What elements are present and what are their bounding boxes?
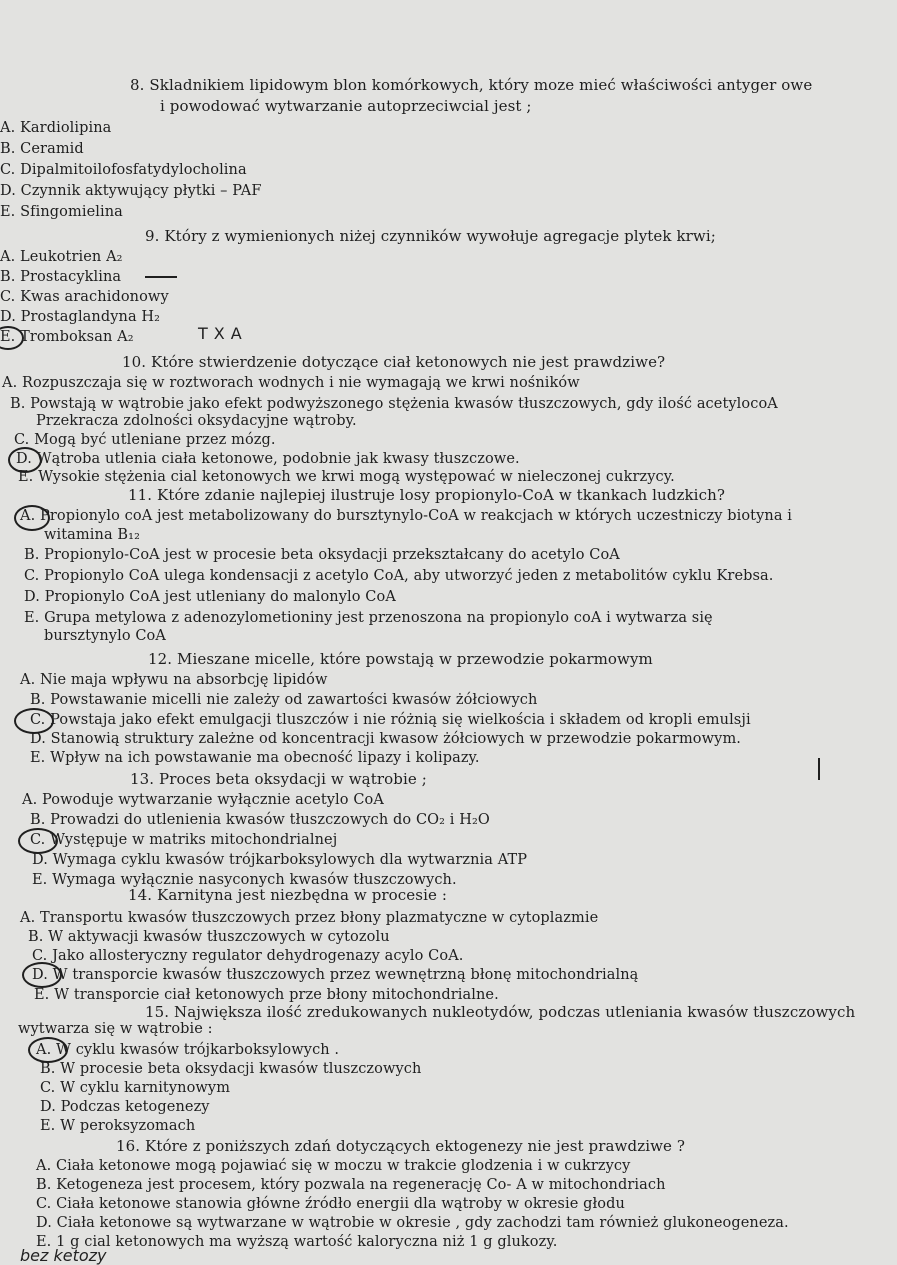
q15-option-e: E. W peroksyzomach	[40, 1118, 196, 1134]
q13-option-a: A. Powoduje wytwarzanie wyłącznie acetylo CoA	[22, 792, 384, 808]
q16-option-b: B. Ketogeneza jest procesem, który pozwala na regenerację Co- A w mitochondriach	[36, 1177, 666, 1193]
q15-option-b: B. W procesie beta oksydacji kwasów tluszczowych	[40, 1061, 422, 1077]
handwritten-note: bez ketozy	[20, 1246, 107, 1265]
q10-option-e: E. Wysokie stężenia cial ketonowych we krwi mogą występować w nieleczonej cukrzycy.	[18, 469, 675, 485]
q10-option-a: A. Rozpuszczaja się w roztworach wodnych i nie wymagają we krwi nośników	[2, 375, 580, 391]
q10-option-b-line2: Przekracza zdolności oksydacyjne wątroby.	[36, 413, 357, 429]
pen-tick-mark	[818, 758, 820, 780]
q16-option-d: D. Ciała ketonowe są wytwarzane w wątrobie w okresie , gdy zachodzi tam również glukoneogeneza.	[36, 1215, 789, 1231]
q10-option-b-line1: B. Powstają w wątrobie jako efekt podwyższonego stężenia kwasów tłuszczowych, gdy ilość acetylocoA	[10, 396, 778, 412]
q14-option-d: D. W transporcie kwasów tłuszczowych przez wewnętrzną błonę mitochondrialną	[32, 967, 639, 983]
q16-stem: 16. Które z poniższych zdań dotyczących ektogenezy nie jest prawdziwe ?	[116, 1137, 686, 1155]
q15-stem-line1: 15. Największa ilość zredukowanych nukleotydów, podczas utleniania kwasów tłuszczowych	[145, 1003, 856, 1021]
q11-option-b: B. Propionylo-CoA jest w procesie beta oksydacji przekształcany do acetylo CoA	[24, 547, 620, 563]
q13-option-e: E. Wymaga wyłącznie nasyconych kwasów tłuszczowych.	[32, 872, 457, 888]
q8-option-c: C. Dipalmitoilofosfatydylocholina	[0, 162, 247, 178]
q14-option-a: A. Transportu kwasów tłuszczowych przez błony plazmatyczne w cytoplazmie	[20, 910, 599, 926]
q8-option-a: A. Kardiolipina	[0, 120, 112, 136]
q13-option-d: D. Wymaga cyklu kwasów trójkarboksylowych dla wytwarznia ATP	[32, 852, 528, 868]
q12-option-a: A. Nie maja wpływu na absorbcję lipidów	[20, 672, 328, 688]
q12-option-c: C. Powstaja jako efekt emulgacji tluszczów i nie różnią się wielkościa i składem od kropli emulsji	[30, 712, 751, 728]
q8-stem-line2: i powodować wytwarzanie autoprzeciwcial jest ;	[160, 97, 532, 115]
q8-stem-line1: 8. Skladnikiem lipidowym blon komórkowych, który moze mieć właściwości antyger owe	[130, 76, 813, 94]
q11-option-d: D. Propionylo CoA jest utleniany do malonylo CoA	[24, 589, 396, 605]
q12-stem: 12. Mieszane micelle, które powstają w przewodzie pokarmowym	[148, 650, 653, 668]
q15-stem-line2: wytwarza się w wątrobie :	[18, 1021, 213, 1037]
answer-circle-q14	[22, 962, 62, 988]
q8-option-e: E. Sfingomielina	[0, 204, 123, 220]
q11-stem: 11. Które zdanie najlepiej ilustruje losy propionylo-CoA w tkankach ludzkich?	[128, 486, 725, 504]
q10-option-d: D. Wątroba utlenia ciała ketonowe, podobnie jak kwasy tłuszczowe.	[16, 451, 520, 467]
q9-option-a: A. Leukotrien A₂	[0, 249, 123, 265]
q16-option-c: C. Ciała ketonowe stanowia główne źródło energii dla wątroby w okresie głodu	[36, 1196, 625, 1212]
q9-stem: 9. Który z wymienionych niżej czynników wywołuje agregacje plytek krwi;	[145, 227, 716, 245]
answer-circle-q15	[28, 1037, 68, 1063]
answer-circle-q9	[0, 326, 24, 350]
q11-option-c: C. Propionylo CoA ulega kondensacji z acetylo CoA, aby utworzyć jeden z metabolitów cyklu Krebsa.	[24, 568, 774, 584]
q11-option-a-line2: witamina B₁₂	[44, 527, 140, 543]
q13-option-c: C. Występuje w matriks mitochondrialnej	[30, 832, 338, 848]
q12-option-b: B. Powstawanie micelli nie zależy od zawartości kwasów żółciowych	[30, 692, 538, 708]
q11-option-e-line1: E. Grupa metylowa z adenozylometioniny jest przenoszona na propionylo coA i wytwarza się	[24, 610, 713, 626]
q12-option-e: E. Wpływ na ich powstawanie ma obecność lipazy i kolipazy.	[30, 750, 480, 766]
pen-strike-mark	[145, 276, 177, 278]
q8-option-b: B. Ceramid	[0, 141, 84, 157]
answer-circle-q13	[18, 828, 58, 854]
q14-option-c: C. Jako allosteryczny regulator dehydrogenazy acylo CoA.	[32, 948, 464, 964]
q13-option-b: B. Prowadzi do utlenienia kwasów tłuszczowych do CO₂ i H₂O	[30, 812, 490, 828]
q13-stem: 13. Proces beta oksydacji w wątrobie ;	[130, 770, 427, 788]
q11-option-a-line1: A. Propionylo coA jest metabolizowany do bursztynylo-CoA w reakcjach w których uczestniczy biotyna i	[20, 508, 793, 524]
q16-option-a: A. Ciała ketonowe mogą pojawiać się w moczu w trakcie glodzenia i w cukrzycy	[36, 1158, 631, 1174]
q10-stem: 10. Które stwierdzenie dotyczące ciał ketonowych nie jest prawdziwe?	[122, 353, 666, 371]
q15-option-c: C. W cyklu karnitynowym	[40, 1080, 231, 1096]
q14-option-e: E. W transporcie ciał ketonowych prze błony mitochondrialne.	[34, 987, 499, 1003]
q11-option-e-line2: bursztynylo CoA	[44, 628, 166, 644]
q10-option-c: C. Mogą być utleniane przez mózg.	[14, 432, 276, 448]
q16-option-e: E. 1 g cial ketonowych ma wyższą wartość kaloryczna niż 1 g glukozy.	[36, 1234, 558, 1250]
q15-option-d: D. Podczas ketogenezy	[40, 1099, 210, 1115]
q9-option-d: D. Prostaglandyna H₂	[0, 309, 161, 325]
q9-handwritten-note: TXA	[198, 324, 248, 343]
q9-option-c: C. Kwas arachidonowy	[0, 289, 169, 305]
q14-option-b: B. W aktywacji kwasów tłuszczowych w cytozolu	[28, 929, 390, 945]
q9-option-b: B. Prostacyklina	[0, 269, 122, 285]
q9-option-e: E. Tromboksan A₂	[0, 329, 134, 345]
q15-option-a: A. W cyklu kwasów trójkarboksylowych .	[36, 1042, 340, 1058]
q8-option-d: D. Czynnik aktywujący płytki – PAF	[0, 183, 262, 199]
q12-option-d: D. Stanowią struktury zależne od koncentracji kwasow żółciowych w przewodzie pokarmowym.	[30, 731, 742, 747]
q14-stem: 14. Karnityna jest niezbędna w procesie :	[128, 886, 447, 904]
